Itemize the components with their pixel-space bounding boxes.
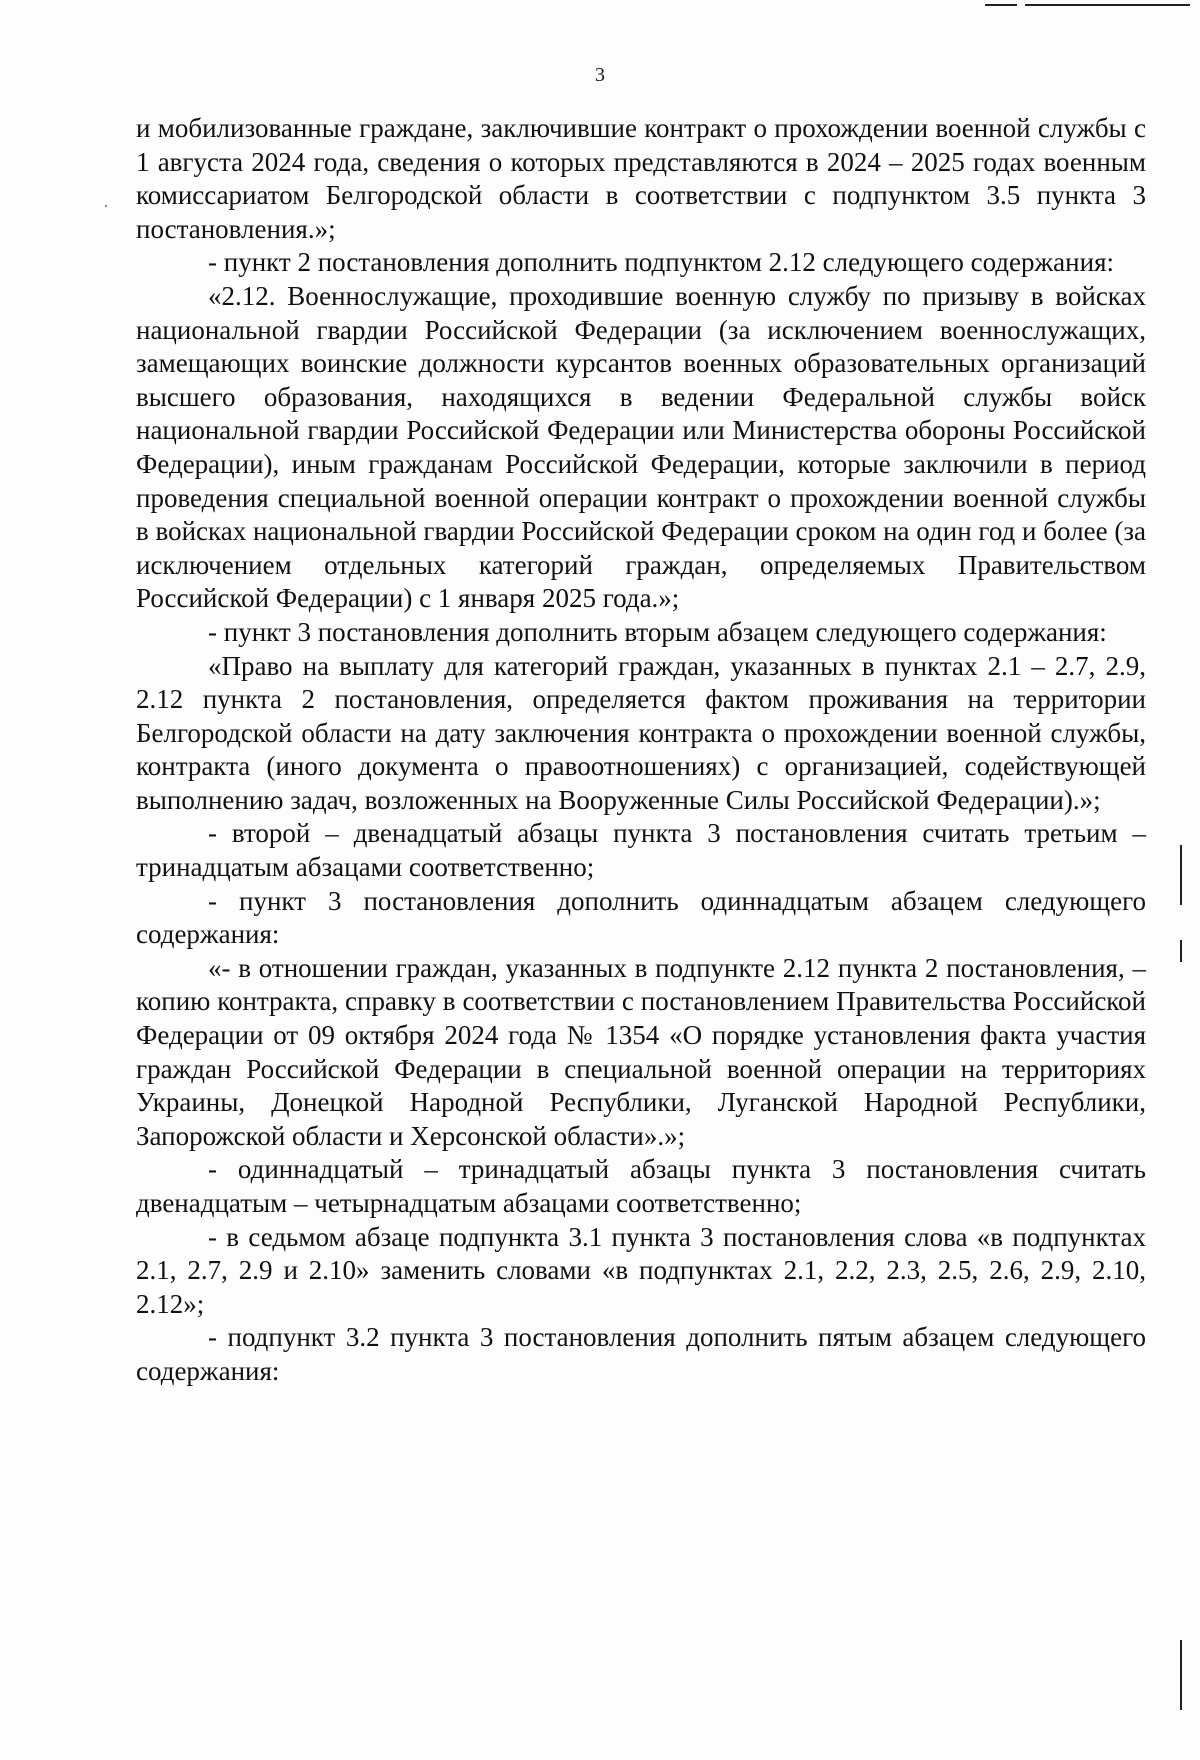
- scan-artifact-edge: [1180, 1640, 1182, 1710]
- page-number: 3: [595, 64, 605, 86]
- scan-artifact-edge: [1180, 845, 1182, 905]
- paragraph-subitem-2-12: «2.12. Военнослужащие, проходившие военную службу по призыву в войсках национальной гвардии Российской Федерации (за исключением военнослужащих, замещающих воинские должности курсантов военных образовательных организаций высшего образования, находящихся в ведении Федеральной службы войск национальной гвардии Российской Федерации или Министерства обороны Российской Федерации), иным гражданам Российской Федерации, которые заключили в период проведения специальной военной операции контракт о прохождении военной службы в войсках национальной гвардии Российской Федерации сроком на один год и более (за исключением отдельных категорий граждан, определяемых Правительством Российской Федерации) с 1 января 2025 года.»;: [136, 280, 1146, 614]
- document-body: [136, 112, 1146, 1389]
- paragraph-add-eleventh: - пункт 3 постановления дополнить одиннадцатым абзацем следующего содержания:: [136, 885, 1146, 950]
- paragraph-right-to-payment: «Право на выплату для категорий граждан, указанных в пунктах 2.1 – 2.7, 2.9, 2.12 пункта 2 постановления, определяется фактом проживания на территории Белгородской области на дату заключения контракта о прохождении военной службы, контракта (иного документа о правоотношениях) с организацией, содействующей выполнению задач, возложенных на Вооруженные Силы Российской Федерации).»;: [136, 650, 1146, 815]
- paragraph-amendment-item-3: - пункт 3 постановления дополнить вторым абзацем следующего содержания:: [208, 616, 1107, 647]
- scan-artifact-dot: [105, 205, 107, 207]
- paragraph-eleventh-text: «- в отношении граждан, указанных в подпункте 2.12 пункта 2 постановления, – копию контракта, справку в соответствии с постановлением Правительства Российской Федерации от 09 октября 2024 года № 1354 «О порядке установления факта участия граждан Российской Федерации в специальной военной операции на территориях Украины, Донецкой Народной Республики, Луганской Народной Республики, Запорожской области и Херсонской области».»;: [136, 952, 1146, 1151]
- scan-artifact-rule: [985, 4, 1017, 6]
- paragraph-amendment-item-2: - пункт 2 постановления дополнить подпунктом 2.12 следующего содержания:: [208, 247, 1114, 278]
- scan-artifact-rule: [1025, 4, 1190, 6]
- paragraph-subitem-3-1: - в седьмом абзаце подпункта 3.1 пункта 3 постановления слова «в подпунктах 2.1, 2.7, 2.9 и 2.10» заменить словами «в подпунктах 2.1, 2.2, 2.3, 2.5, 2.6, 2.9, 2.10, 2.12»;: [136, 1221, 1146, 1319]
- paragraph-renumber-2-12: - второй – двенадцатый абзацы пункта 3 постановления считать третьим – тринадцатым абзацами соответственно;: [136, 818, 1146, 883]
- paragraph-subitem-3-2: - подпункт 3.2 пункта 3 постановления дополнить пятым абзацем следующего содержания:: [136, 1322, 1146, 1386]
- scan-artifact-edge: [1180, 940, 1182, 962]
- paragraph-renumber-11-13: - одиннадцатый – тринадцатый абзацы пункта 3 постановления считать двенадцатым – четырнадцатым абзацами соответственно;: [136, 1154, 1146, 1218]
- paragraph-continuation: и мобилизованные граждане, заключившие контракт о прохождении военной службы с 1 августа 2024 года, сведения о которых представляются в 2024 – 2025 годах военным комиссариатом Белгородской области в соответствии с подпунктом 3.5 пункта 3 постановления.»;: [136, 113, 1146, 244]
